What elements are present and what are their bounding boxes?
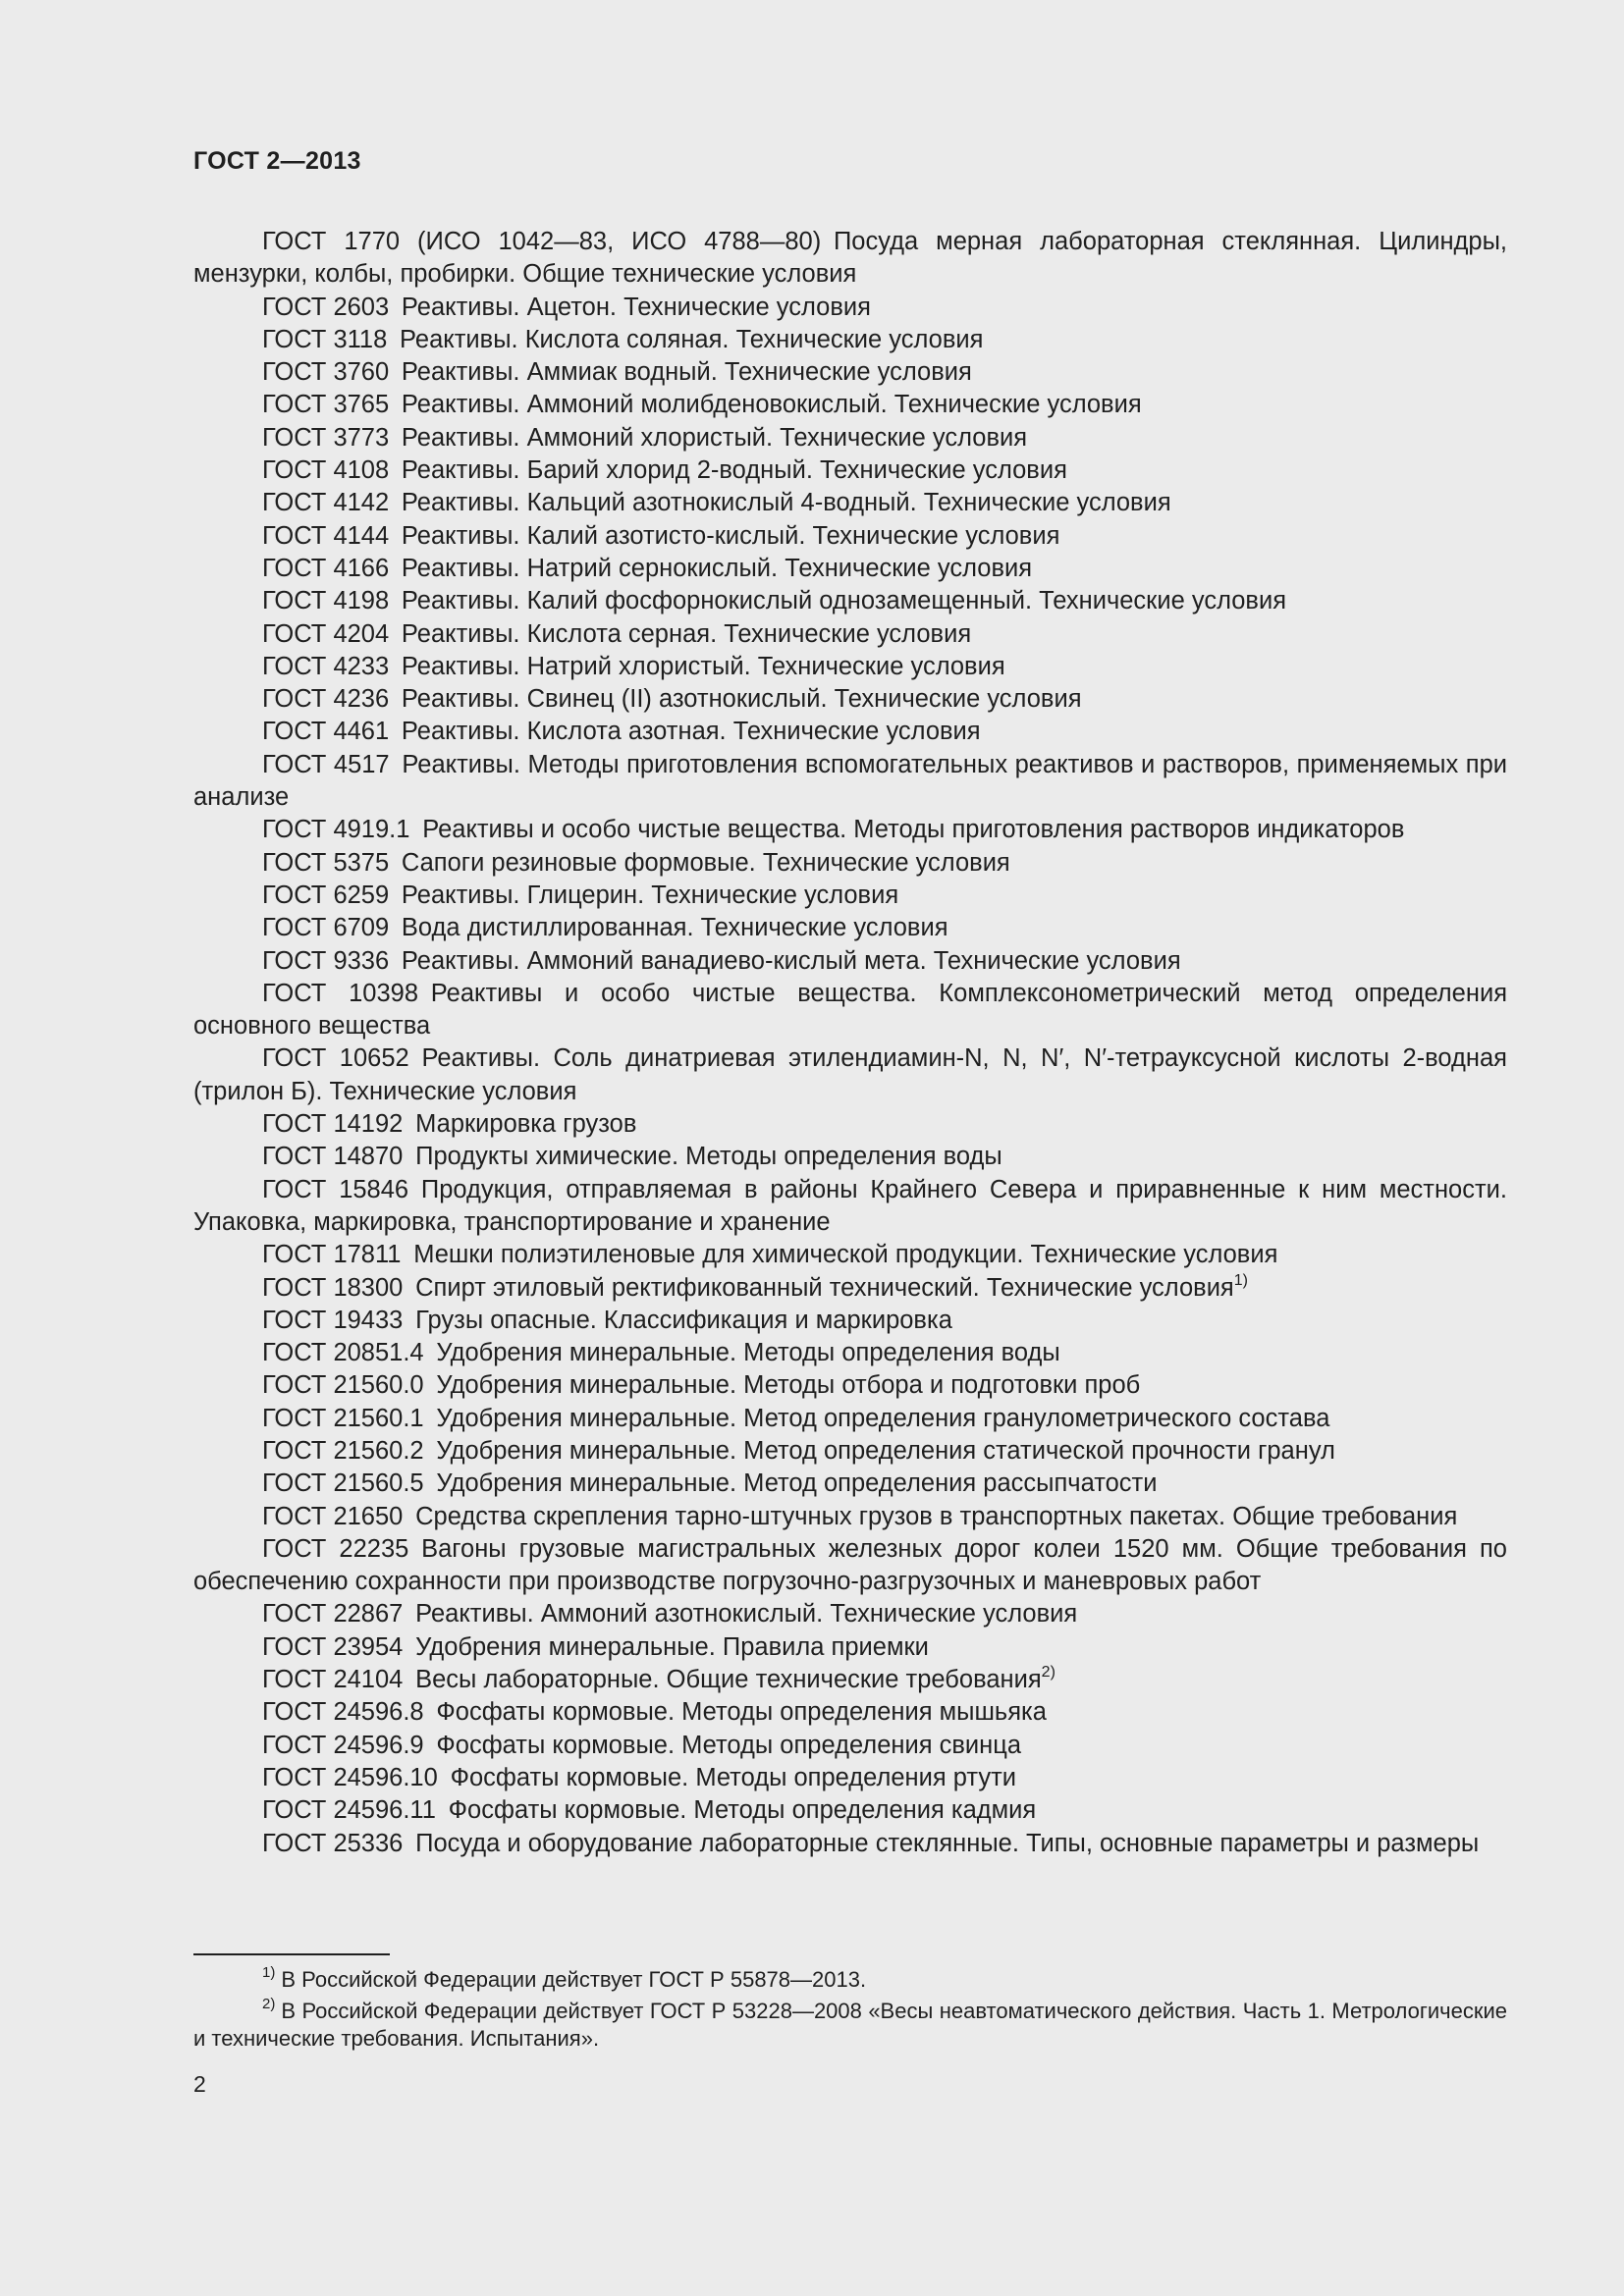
reference-title: Вода дистиллированная. Технические условия bbox=[401, 914, 948, 942]
reference-code: ГОСТ 3765 bbox=[262, 391, 390, 419]
reference-title: Реактивы. Аммоний азотнокислый. Технические условия bbox=[415, 1600, 1078, 1629]
reference-item bbox=[193, 1762, 1507, 1794]
reference-item bbox=[193, 814, 1507, 846]
reference-item bbox=[193, 1369, 1507, 1402]
reference-title: Фосфаты кормовые. Методы определения кадмия bbox=[448, 1796, 1037, 1825]
reference-title: Реактивы. Методы приготовления вспомогательных реактивов и растворов, применяемых при анализе bbox=[193, 750, 1507, 812]
reference-code: ГОСТ 3773 bbox=[262, 423, 390, 452]
footnote-item bbox=[193, 1998, 1507, 2053]
reference-item bbox=[193, 389, 1507, 421]
reference-title: Посуда мерная лабораторная стеклянная. Цилиндры, мензурки, колбы, пробирки. Общие технические условия bbox=[193, 228, 1507, 289]
reference-code: ГОСТ 5375 bbox=[262, 848, 390, 877]
reference-code: ГОСТ 4236 bbox=[262, 685, 390, 714]
reference-item bbox=[193, 553, 1507, 585]
reference-code: ГОСТ 22867 bbox=[262, 1600, 404, 1629]
reference-title: Удобрения минеральные. Методы отбора и подготовки проб bbox=[436, 1371, 1141, 1400]
reference-code: ГОСТ 6259 bbox=[262, 881, 390, 909]
reference-item bbox=[193, 945, 1507, 978]
reference-title: Сапоги резиновые формовые. Технические условия bbox=[401, 848, 1010, 877]
reference-code: ГОСТ 21650 bbox=[262, 1502, 404, 1530]
footnote-mark: 2) bbox=[262, 1996, 276, 2012]
reference-item bbox=[193, 324, 1507, 356]
reference-item bbox=[193, 1631, 1507, 1664]
reference-title: Реактивы и особо чистые вещества. Методы приготовления растворов индикаторов bbox=[422, 816, 1405, 844]
footnote-item bbox=[193, 1966, 1507, 1994]
reference-code: ГОСТ 2603 bbox=[262, 293, 390, 321]
reference-title: Весы лабораторные. Общие технические требования bbox=[415, 1666, 1042, 1694]
reference-code: ГОСТ 24596.11 bbox=[262, 1796, 436, 1825]
reference-title: Продукты химические. Методы определения воды bbox=[415, 1143, 1002, 1171]
reference-item bbox=[193, 847, 1507, 880]
reference-item bbox=[193, 1533, 1507, 1599]
reference-code: ГОСТ 3760 bbox=[262, 358, 390, 387]
reference-title: Реактивы. Свинец (II) азотнокислый. Технические условия bbox=[401, 685, 1082, 714]
reference-title: Реактивы и особо чистые вещества. Комплексонометрический метод определения основного вещества bbox=[193, 979, 1508, 1041]
reference-item bbox=[193, 1239, 1507, 1271]
reference-item bbox=[193, 1403, 1507, 1435]
reference-title: Удобрения минеральные. Метод определения статической прочности гранул bbox=[436, 1436, 1335, 1465]
reference-code: ГОСТ 18300 bbox=[262, 1273, 404, 1302]
reference-item bbox=[193, 683, 1507, 716]
reference-code: ГОСТ 4517 bbox=[262, 750, 390, 778]
reference-title: Фосфаты кормовые. Методы определения мышьяка bbox=[436, 1698, 1047, 1727]
reference-item bbox=[193, 651, 1507, 683]
reference-code: ГОСТ 21560.2 bbox=[262, 1436, 424, 1465]
page-number: 2 bbox=[193, 2071, 206, 2097]
reference-item bbox=[193, 1828, 1507, 1860]
reference-title: Реактивы. Натрий сернокислый. Технические условия bbox=[401, 554, 1033, 582]
reference-item bbox=[193, 1141, 1507, 1173]
reference-title: Вагоны грузовые магистральных железных дорог колеи 1520 мм. Общие требования по обеспечению сохранности при производстве погрузочно-разгрузочных и маневровых работ bbox=[193, 1534, 1507, 1596]
reference-title: Продукция, отправляемая в районы Крайнего Севера и приравненные к ним местности. Упаковка, маркировка, транспортирование и хранение bbox=[193, 1175, 1507, 1236]
reference-item bbox=[193, 618, 1507, 651]
reference-code: ГОСТ 21560.5 bbox=[262, 1469, 424, 1498]
reference-code: ГОСТ 4461 bbox=[262, 718, 390, 746]
reference-item bbox=[193, 585, 1507, 617]
reference-title: Реактивы. Аммоний хлористый. Технические условия bbox=[401, 423, 1028, 452]
reference-title: Реактивы. Натрий хлористый. Технические условия bbox=[401, 652, 1005, 680]
reference-code: ГОСТ 22235 bbox=[262, 1534, 409, 1563]
reference-code: ГОСТ 4108 bbox=[262, 456, 390, 485]
reference-item bbox=[193, 1305, 1507, 1337]
reference-title: Удобрения минеральные. Методы определения воды bbox=[436, 1339, 1060, 1367]
reference-item bbox=[193, 716, 1507, 748]
reference-code: ГОСТ 4166 bbox=[262, 554, 390, 582]
reference-title: Посуда и оборудование лабораторные стеклянные. Типы, основные параметры и размеры bbox=[415, 1829, 1480, 1857]
reference-item bbox=[193, 1468, 1507, 1500]
reference-code: ГОСТ 25336 bbox=[262, 1829, 404, 1857]
reference-code: ГОСТ 4198 bbox=[262, 587, 390, 615]
reference-item bbox=[193, 978, 1507, 1043]
reference-title: Реактивы. Аммиак водный. Технические условия bbox=[401, 358, 972, 387]
reference-code: ГОСТ 9336 bbox=[262, 946, 390, 975]
reference-title: Реактивы. Барий хлорид 2-водный. Технические условия bbox=[401, 456, 1067, 485]
reference-item bbox=[193, 1108, 1507, 1141]
reference-item bbox=[193, 292, 1507, 324]
reference-item bbox=[193, 1598, 1507, 1630]
reference-code: ГОСТ 21560.0 bbox=[262, 1371, 424, 1400]
reference-item bbox=[193, 912, 1507, 944]
reference-code: ГОСТ 24104 bbox=[262, 1666, 404, 1694]
reference-code: ГОСТ 4144 bbox=[262, 521, 390, 550]
reference-code: ГОСТ 4204 bbox=[262, 619, 390, 648]
footnote-ref: 1) bbox=[1233, 1271, 1248, 1289]
reference-title: Реактивы. Кальций азотнокислый 4-водный. Технические условия bbox=[401, 489, 1171, 517]
reference-code: ГОСТ 4142 bbox=[262, 489, 390, 517]
reference-item bbox=[193, 520, 1507, 553]
reference-title: Реактивы. Кислота азотная. Технические условия bbox=[401, 718, 981, 746]
reference-code: ГОСТ 14192 bbox=[262, 1110, 404, 1139]
reference-code: ГОСТ 23954 bbox=[262, 1632, 404, 1661]
reference-item bbox=[193, 1272, 1507, 1305]
reference-title: Реактивы. Кислота серная. Технические условия bbox=[401, 619, 972, 648]
reference-title: Удобрения минеральные. Метод определения гранулометрического состава bbox=[436, 1404, 1330, 1432]
reference-code: ГОСТ 4919.1 bbox=[262, 816, 410, 844]
reference-item bbox=[193, 1174, 1507, 1240]
reference-code: ГОСТ 20851.4 bbox=[262, 1339, 424, 1367]
reference-title: Удобрения минеральные. Правила приемки bbox=[415, 1632, 929, 1661]
reference-item bbox=[193, 1664, 1507, 1696]
reference-title: Спирт этиловый ректификованный технический. Технические условия bbox=[415, 1273, 1234, 1302]
footnote-ref: 2) bbox=[1041, 1664, 1056, 1682]
reference-title: Реактивы. Калий азотисто-кислый. Технические условия bbox=[401, 521, 1060, 550]
reference-title: Средства скрепления тарно-штучных грузов в транспортных пакетах. Общие требования bbox=[415, 1502, 1458, 1530]
reference-item bbox=[193, 1794, 1507, 1827]
reference-item bbox=[193, 880, 1507, 912]
reference-code: ГОСТ 10398 bbox=[262, 979, 419, 1007]
footnote-text: В Российской Федерации действует ГОСТ Р 53228—2008 «Весы неавтоматического действия. Часть 1. Метрологические и технические требования. Испытания». bbox=[193, 1999, 1507, 2051]
normative-references-list bbox=[193, 226, 1507, 1860]
reference-item bbox=[193, 1501, 1507, 1533]
footnote-text: В Российской Федерации действует ГОСТ Р 55878—2013. bbox=[281, 1967, 867, 1992]
reference-code: ГОСТ 3118 bbox=[262, 325, 388, 353]
reference-item bbox=[193, 226, 1507, 292]
reference-title: Грузы опасные. Классификация и маркировка bbox=[415, 1306, 952, 1334]
reference-title: Фосфаты кормовые. Методы определения ртути bbox=[450, 1763, 1017, 1791]
reference-title: Реактивы. Соль динатриевая этилендиамин-N, N, N′, N′-тетрауксусной кислоты 2-водная (трилон Б). Технические условия bbox=[193, 1044, 1507, 1105]
footnote-mark: 1) bbox=[262, 1964, 276, 1981]
reference-title: Реактивы. Глицерин. Технические условия bbox=[401, 881, 899, 909]
reference-title: Реактивы. Кислота соляная. Технические условия bbox=[400, 325, 984, 353]
reference-code: ГОСТ 14870 bbox=[262, 1143, 404, 1171]
reference-code: ГОСТ 24596.10 bbox=[262, 1763, 438, 1791]
reference-title: Реактивы. Аммоний молибденовокислый. Технические условия bbox=[401, 391, 1142, 419]
reference-item bbox=[193, 1696, 1507, 1729]
reference-title: Фосфаты кормовые. Методы определения свинца bbox=[436, 1731, 1022, 1759]
reference-code: ГОСТ 15846 bbox=[262, 1175, 409, 1203]
reference-item bbox=[193, 749, 1507, 815]
reference-item bbox=[193, 1435, 1507, 1468]
reference-title: Маркировка грузов bbox=[415, 1110, 637, 1139]
reference-code: ГОСТ 6709 bbox=[262, 914, 390, 942]
reference-code: ГОСТ 19433 bbox=[262, 1306, 404, 1334]
reference-code: ГОСТ 17811 bbox=[262, 1241, 402, 1269]
reference-code: ГОСТ 4233 bbox=[262, 652, 390, 680]
reference-item bbox=[193, 422, 1507, 454]
reference-code: ГОСТ 24596.8 bbox=[262, 1698, 424, 1727]
reference-item bbox=[193, 1042, 1507, 1108]
footnotes bbox=[193, 1966, 1507, 2056]
reference-code: ГОСТ 24596.9 bbox=[262, 1731, 424, 1759]
reference-item bbox=[193, 356, 1507, 389]
reference-item bbox=[193, 1337, 1507, 1369]
reference-title: Реактивы. Ацетон. Технические условия bbox=[401, 293, 871, 321]
reference-code: ГОСТ 1770 (ИСО 1042—83, ИСО 4788—80) bbox=[262, 228, 822, 255]
reference-item bbox=[193, 487, 1507, 519]
reference-title: Удобрения минеральные. Метод определения рассыпчатости bbox=[436, 1469, 1158, 1498]
document-header: ГОСТ 2—2013 bbox=[193, 147, 361, 175]
reference-code: ГОСТ 21560.1 bbox=[262, 1404, 424, 1432]
reference-title: Мешки полиэтиленовые для химической продукции. Технические условия bbox=[413, 1241, 1278, 1269]
footnote-separator bbox=[193, 1953, 390, 1955]
reference-title: Реактивы. Калий фосфорнокислый однозамещенный. Технические условия bbox=[401, 587, 1287, 615]
reference-item bbox=[193, 1730, 1507, 1762]
reference-code: ГОСТ 10652 bbox=[262, 1044, 409, 1073]
reference-item bbox=[193, 454, 1507, 487]
reference-title: Реактивы. Аммоний ванадиево-кислый мета. Технические условия bbox=[401, 946, 1181, 975]
